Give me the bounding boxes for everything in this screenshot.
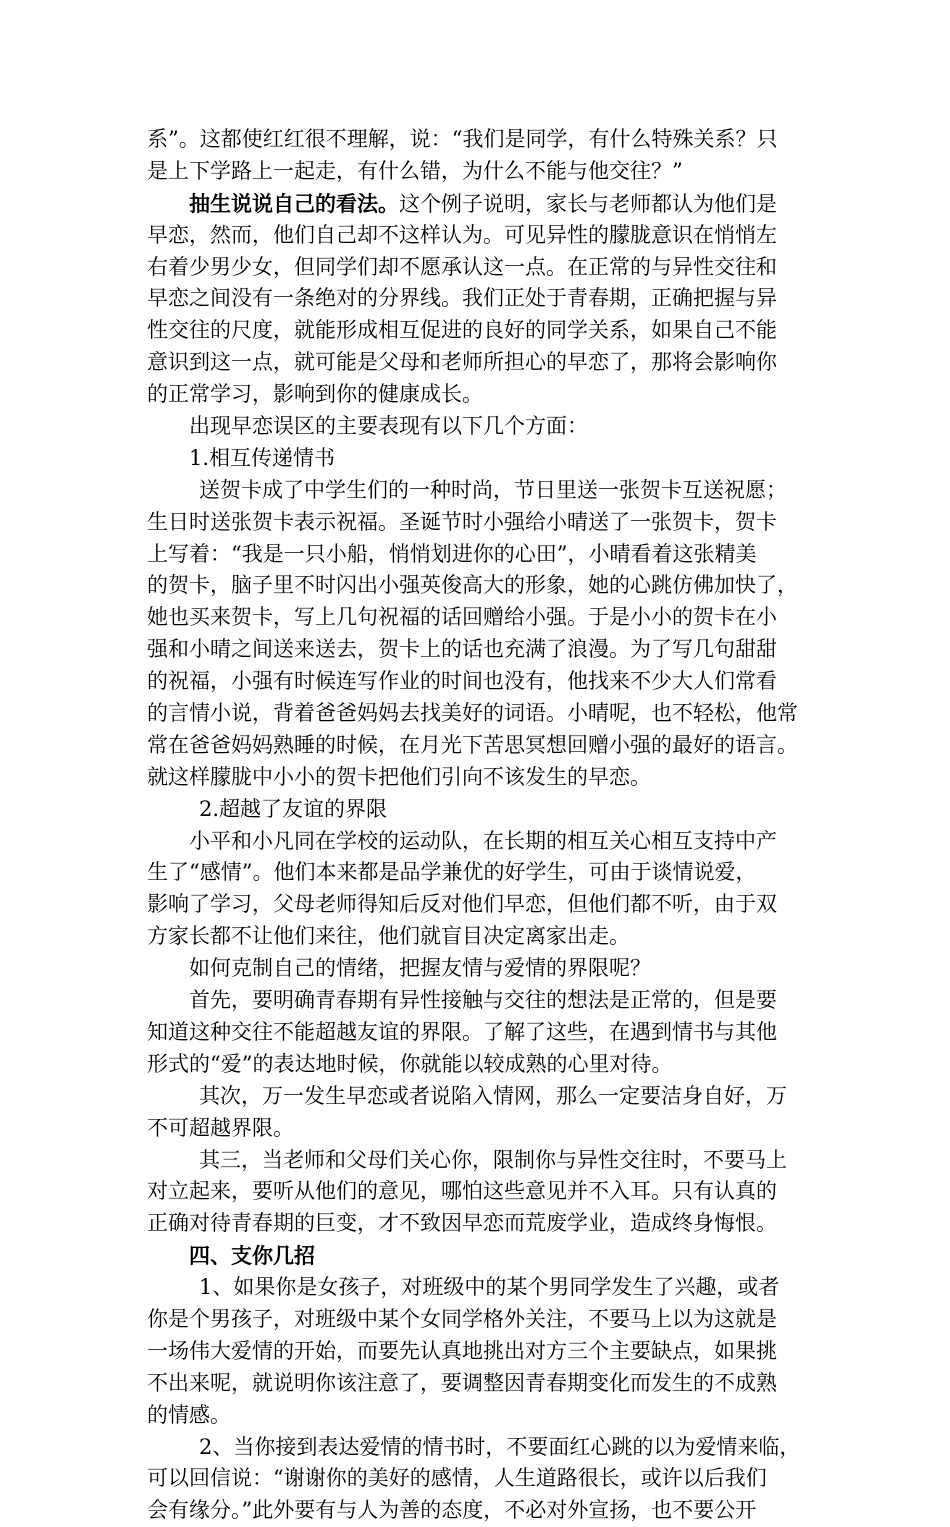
text-segment: 生了“感情”。他们本来都是品学兼优的好学生，可由于谈情说爱，: [147, 860, 757, 885]
text-line: [147, 124, 827, 156]
text-segment: 你是个男孩子，对班级中某个女同学格外关注，不要马上以为这就是: [147, 1306, 777, 1331]
text-segment: 影响了学习，父母老师得知后反对他们早恋，但他们都不听，由于双: [147, 892, 777, 917]
text-segment: 性交往的尺度，就能形成相互促进的良好的同学关系，如果自己不能: [147, 318, 777, 343]
text-segment: 的贺卡，脑子里不时闪出小强英俊高大的形象，她的心跳仿佛加快了，: [147, 573, 798, 598]
text-line: [147, 1081, 827, 1113]
body-text: [147, 124, 827, 1527]
text-segment: 方家长都不让他们来往，他们就盲目决定离家出走。: [147, 924, 630, 949]
text-segment: 形式的“爱”的表达地时候，你就能以较成熟的心里对待。: [147, 1051, 673, 1076]
text-segment: 常在爸爸妈妈熟睡的时候，在月光下苦思冥想回赠小强的最好的语言。: [147, 732, 798, 757]
text-line: [147, 220, 827, 252]
text-line: [147, 252, 827, 284]
text-line: [147, 730, 827, 762]
text-line: [147, 1368, 827, 1400]
text-segment: 正确对待青春期的巨变，才不致因早恋而荒废学业，造成终身悔恨。: [147, 1211, 777, 1236]
text-line: [147, 634, 827, 666]
text-segment: 不可超越界限。: [147, 1115, 294, 1140]
text-line: [147, 762, 827, 794]
text-segment: 1.相互传递情书: [189, 445, 336, 470]
bold-text-segment: 抽生说说自己的看法。: [189, 190, 399, 216]
text-line: [147, 443, 827, 475]
text-segment: 右着少男少女，但同学们却不愿承认这一点。在正常的与异性交往和: [147, 254, 777, 279]
text-line: [147, 188, 827, 220]
text-line: [147, 475, 827, 507]
text-line: [147, 1463, 827, 1495]
text-line: [147, 1432, 827, 1464]
text-segment: 2.超越了友谊的界限: [199, 796, 388, 821]
text-line: [147, 826, 827, 858]
text-line: [147, 411, 827, 443]
text-segment: 首先，要明确青春期有异性接触与交往的想法是正常的，但是要: [189, 988, 777, 1013]
text-line: [147, 1336, 827, 1368]
text-line: [147, 857, 827, 889]
text-segment: 2、当你接到表达爱情的情书时，不要面红心跳的以为爱情来临，: [199, 1434, 801, 1459]
text-segment: 是上下学路上一起走，有什么错，为什么不能与他交往？”: [147, 158, 683, 183]
text-line: [147, 794, 827, 826]
text-segment: 系”。这都使红红很不理解，说：“我们是同学，有什么特殊关系？只: [147, 127, 778, 151]
text-segment: 的情感。: [147, 1402, 231, 1427]
text-line: [147, 1049, 827, 1081]
text-line: [147, 602, 827, 634]
text-line: [147, 985, 827, 1017]
text-line: [147, 539, 827, 571]
text-line: [147, 698, 827, 730]
text-line: [147, 1400, 827, 1432]
text-segment: 出现早恋误区的主要表现有以下几个方面：: [189, 414, 588, 439]
text-line: [147, 1272, 827, 1304]
text-segment: 其次，万一发生早恋或者说陷入情网，那么一定要洁身自好，万: [199, 1083, 787, 1108]
text-segment: 不出来呢，就说明你该注意了，要调整因青春期变化而发生的不成熟: [147, 1370, 777, 1395]
text-segment: 早恋之间没有一条绝对的分界线。我们正处于青春期，正确把握与异: [147, 286, 777, 311]
text-line: [147, 1017, 827, 1049]
text-segment: 如何克制自己的情绪，把握友情与爱情的界限呢？: [189, 956, 651, 981]
text-segment: 她也买来贺卡，写上几句祝福的话回赠给小强。于是小小的贺卡在小: [147, 605, 777, 630]
text-segment: 对立起来，要听从他们的意见，哪怕这些意见并不入耳。只有认真的: [147, 1179, 777, 1204]
text-segment: 强和小晴之间送来送去，贺卡上的话也充满了浪漫。为了写几句甜甜: [147, 637, 777, 662]
text-line: [147, 1208, 827, 1240]
text-segment: 的正常学习，影响到你的健康成长。: [147, 382, 483, 407]
text-segment: 1、如果你是女孩子，对班级中的某个男同学发生了兴趣，或者: [199, 1275, 780, 1300]
text-segment: 生日时送张贺卡表示祝福。圣诞节时小强给小晴送了一张贺卡，贺卡: [147, 509, 777, 534]
bold-text-segment: 四、支你几招: [189, 1243, 315, 1269]
text-segment: 小平和小凡同在学校的运动队，在长期的相互关心相互支持中产: [189, 828, 777, 853]
text-line: [147, 283, 827, 315]
text-line: [147, 953, 827, 985]
text-line: [147, 1176, 827, 1208]
text-segment: 一场伟大爱情的开始，而要先认真地挑出对方三个主要缺点，如果挑: [147, 1338, 777, 1363]
text-segment: 就这样朦胧中小小的贺卡把他们引向不该发生的早恋。: [147, 764, 651, 789]
text-line: [147, 1304, 827, 1336]
text-line: [147, 1145, 827, 1177]
text-segment: 会有缘分。”此外要有与人为善的态度，不必对外宣扬，也不要公开: [147, 1498, 757, 1523]
text-line: [147, 507, 827, 539]
text-line: [147, 156, 827, 188]
text-segment: 知道这种交往不能超越友谊的界限。了解了这些，在遇到情书与其他: [147, 1019, 777, 1044]
text-segment: 这个例子说明，家长与老师都认为他们是: [399, 191, 777, 216]
text-segment: 其三，当老师和父母们关心你，限制你与异性交往时，不要马上: [199, 1147, 787, 1172]
text-segment: 意识到这一点，就可能是父母和老师所担心的早恋了，那将会影响你: [147, 350, 777, 375]
text-line: [147, 347, 827, 379]
text-line: [147, 921, 827, 953]
text-line: [147, 1113, 827, 1145]
text-line: [147, 379, 827, 411]
text-line: [147, 1495, 827, 1527]
text-segment: 可以回信说：“谢谢你的美好的感情，人生道路很长，或许以后我们: [147, 1466, 767, 1491]
text-segment: 送贺卡成了中学生们的一种时尚，节日里送一张贺卡互送祝愿；: [199, 477, 787, 502]
text-segment: 的祝福，小强有时候连写作业的时间也没有，他找来不少大人们常看: [147, 669, 777, 694]
text-line: [147, 570, 827, 602]
text-line: [147, 889, 827, 921]
text-line: [147, 1240, 827, 1272]
text-line: [147, 315, 827, 347]
text-segment: 早恋，然而，他们自己却不这样认为。可见异性的朦胧意识在悄悄左: [147, 222, 777, 247]
text-segment: 的言情小说，背着爸爸妈妈去找美好的词语。小晴呢，也不轻松，他常: [147, 701, 798, 726]
text-line: [147, 666, 827, 698]
text-segment: 上写着：“我是一只小船，悄悄划进你的心田”，小晴看着这张精美: [147, 541, 757, 566]
